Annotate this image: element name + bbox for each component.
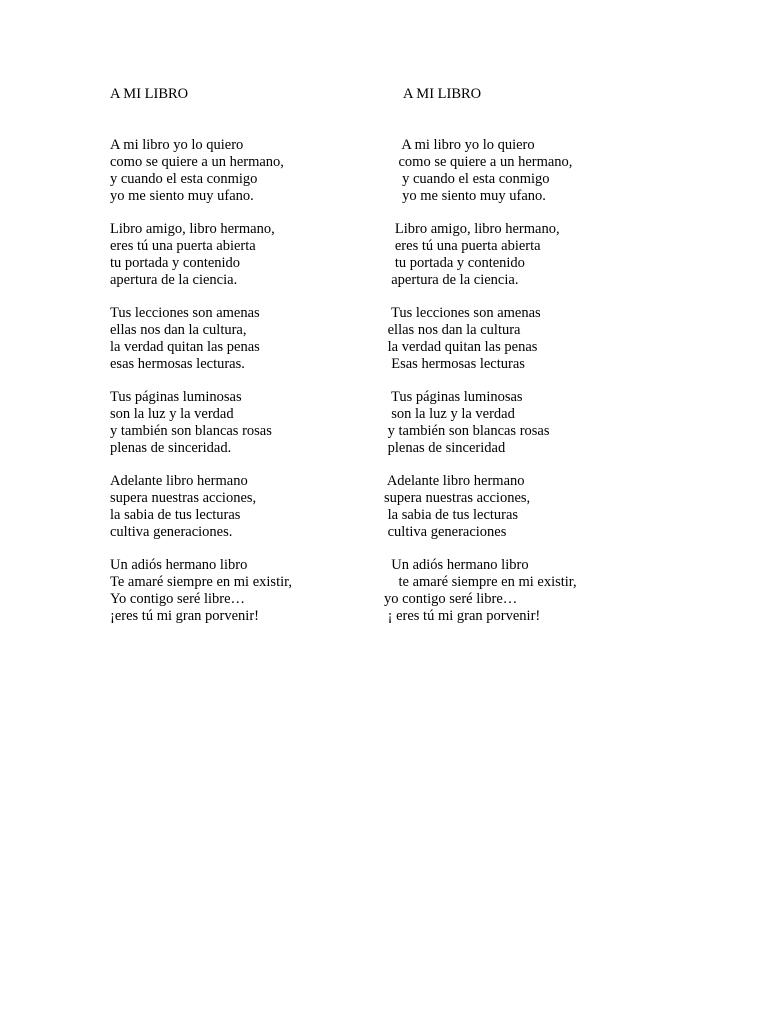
poem-column-left (110, 137, 292, 641)
poem-line: te amaré siempre en mi existir, (384, 574, 577, 590)
stanza (384, 137, 577, 221)
stanza (110, 137, 292, 221)
poem-title-right: A MI LIBRO (403, 86, 482, 102)
poem-line: ¡ eres tú mi gran porvenir! (384, 608, 541, 624)
poem-line: y también son blancas rosas (110, 423, 272, 439)
poem-title-left: A MI LIBRO (110, 86, 189, 102)
poem-line: Adelante libro hermano (110, 473, 248, 489)
poem-line: tu portada y contenido (384, 255, 525, 271)
poem-line: supera nuestras acciones, (384, 490, 531, 506)
poem-line: A mi libro yo lo quiero (384, 137, 535, 153)
poem-line: ¡eres tú mi gran porvenir! (110, 608, 259, 624)
poem-line: la sabia de tus lecturas (110, 507, 241, 523)
poem-line: tu portada y contenido (110, 255, 241, 271)
stanza (384, 305, 577, 389)
poem-line: y cuando el esta conmigo (110, 171, 258, 187)
poem-line: Esas hermosas lecturas (384, 356, 525, 372)
poem-line: la sabia de tus lecturas (384, 507, 519, 523)
stanza (110, 221, 292, 305)
stanza (384, 557, 577, 641)
poem-line: A mi libro yo lo quiero (110, 137, 244, 153)
poem-column-right (384, 137, 577, 641)
stanza (110, 557, 292, 641)
poem-line: Libro amigo, libro hermano, (110, 221, 275, 237)
poem-line: la verdad quitan las penas (384, 339, 538, 355)
poem-line: eres tú una puerta abierta (110, 238, 256, 254)
poem-line: Tus páginas luminosas (384, 389, 523, 405)
stanza (384, 473, 577, 557)
poem-line: Adelante libro hermano (384, 473, 525, 489)
stanza (110, 473, 292, 557)
poem-line: Yo contigo seré libre… (110, 591, 246, 607)
stanza (110, 305, 292, 389)
poem-line: son la luz y la verdad (110, 406, 234, 422)
poem-line: cultiva generaciones. (110, 524, 233, 540)
poem-line: Un adiós hermano libro (384, 557, 529, 573)
poem-line: yo me siento muy ufano. (384, 188, 546, 204)
stanza (384, 221, 577, 305)
poem-line: Tus lecciones son amenas (384, 305, 541, 321)
poem-line: Libro amigo, libro hermano, (384, 221, 560, 237)
poem-line: plenas de sinceridad. (110, 440, 232, 456)
poem-line: apertura de la ciencia. (384, 272, 519, 288)
poem-line: yo me siento muy ufano. (110, 188, 254, 204)
stanza (110, 389, 292, 473)
poem-line: cultiva generaciones (384, 524, 507, 540)
poem-line: plenas de sinceridad (384, 440, 506, 456)
poem-line: Te amaré siempre en mi existir, (110, 574, 293, 590)
poem-line: apertura de la ciencia. (110, 272, 238, 288)
poem-line: como se quiere a un hermano, (110, 154, 284, 170)
poem-line: son la luz y la verdad (384, 406, 515, 422)
poem-line: esas hermosas lecturas. (110, 356, 245, 372)
poem-line: Un adiós hermano libro (110, 557, 248, 573)
poem-line: Tus páginas luminosas (110, 389, 242, 405)
poem-line: yo contigo seré libre… (384, 591, 518, 607)
poem-line: Tus lecciones son amenas (110, 305, 260, 321)
poem-line: la verdad quitan las penas (110, 339, 260, 355)
poem-line: ellas nos dan la cultura (384, 322, 521, 338)
poem-line: y también son blancas rosas (384, 423, 550, 439)
poem-line: y cuando el esta conmigo (384, 171, 550, 187)
stanza (384, 389, 577, 473)
poem-line: eres tú una puerta abierta (384, 238, 541, 254)
poem-line: como se quiere a un hermano, (384, 154, 573, 170)
poem-line: supera nuestras acciones, (110, 490, 257, 506)
poem-line: ellas nos dan la cultura, (110, 322, 247, 338)
